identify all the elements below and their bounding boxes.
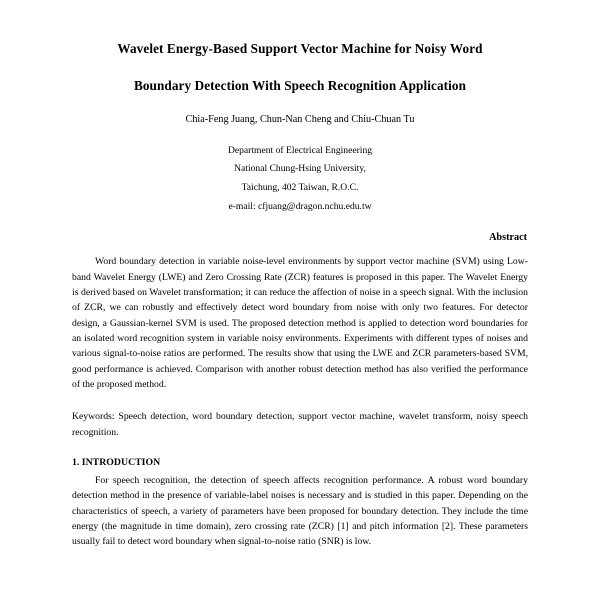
affiliation-line-1: Department of Electrical Engineering bbox=[227, 144, 373, 156]
title-line-2: Boundary Detection With Speech Recognition Application bbox=[133, 77, 467, 93]
author-list: Chia-Feng Juang, Chun-Nan Cheng and Chiu-Chuan Tu bbox=[185, 113, 415, 125]
affiliation-line-2: National Chung-Hsing University, bbox=[234, 163, 366, 175]
abstract-heading: Abstract bbox=[489, 232, 527, 244]
section-heading-introduction: 1. INTRODUCTION bbox=[72, 457, 161, 469]
affiliation-line-3: Taichung, 402 Taiwan, R.O.C. bbox=[241, 182, 359, 194]
abstract-text: Word boundary detection in variable noise-level environments by support vector machine (SVM) using Low-band Wavelet Energy (LWE) and Zero Crossing Rate (ZCR) features is proposed in this paper. The Wavelet Energy is derived based on Wavelet transformation; it can reduce the affection of noise in a speech signal. With the inclusion of ZCR, we can robustly and effectively detect word boundary from noise with only two features. For detector design, a Gaussian-kernel SVM is used. The proposed detection method is applied to detection word boundaries for an isolated word recognition system in variable noisy environments. Experiments with different types of noises and various signal-to-noise ratios are performed. The results show that using the LWE and ZCR parameters-based SVM, good performance is achieved. Comparison with another robust detection method has also verified the performance of the proposed method. bbox=[72, 256, 528, 391]
affiliation-email: e-mail: cfjuang@dragon.nchu.edu.tw bbox=[228, 200, 372, 212]
introduction-paragraph: For speech recognition, the detection of speech affects recognition performance. A robust word boundary detection method in the presence of variable-label noises is necessary and is studied in this paper. Depending on the characteristics of speech, a variety of parameters have been proposed for boundary detection. They include the time energy (the magnitude in time domain), zero crossing rate (ZCR) [1] and pitch information [2]. These parameters usually fail to detect word boundary when signal-to-noise ratio (SNR) is low. bbox=[72, 475, 528, 548]
affiliation-block bbox=[72, 142, 528, 217]
page-title bbox=[72, 40, 528, 95]
keywords-text: Keywords: Speech detection, word boundary detection, support vector machine, wavelet transform, noisy speech recognition. bbox=[72, 411, 528, 438]
title-line-1: Wavelet Energy-Based Support Vector Machine for Noisy Word bbox=[117, 41, 483, 56]
